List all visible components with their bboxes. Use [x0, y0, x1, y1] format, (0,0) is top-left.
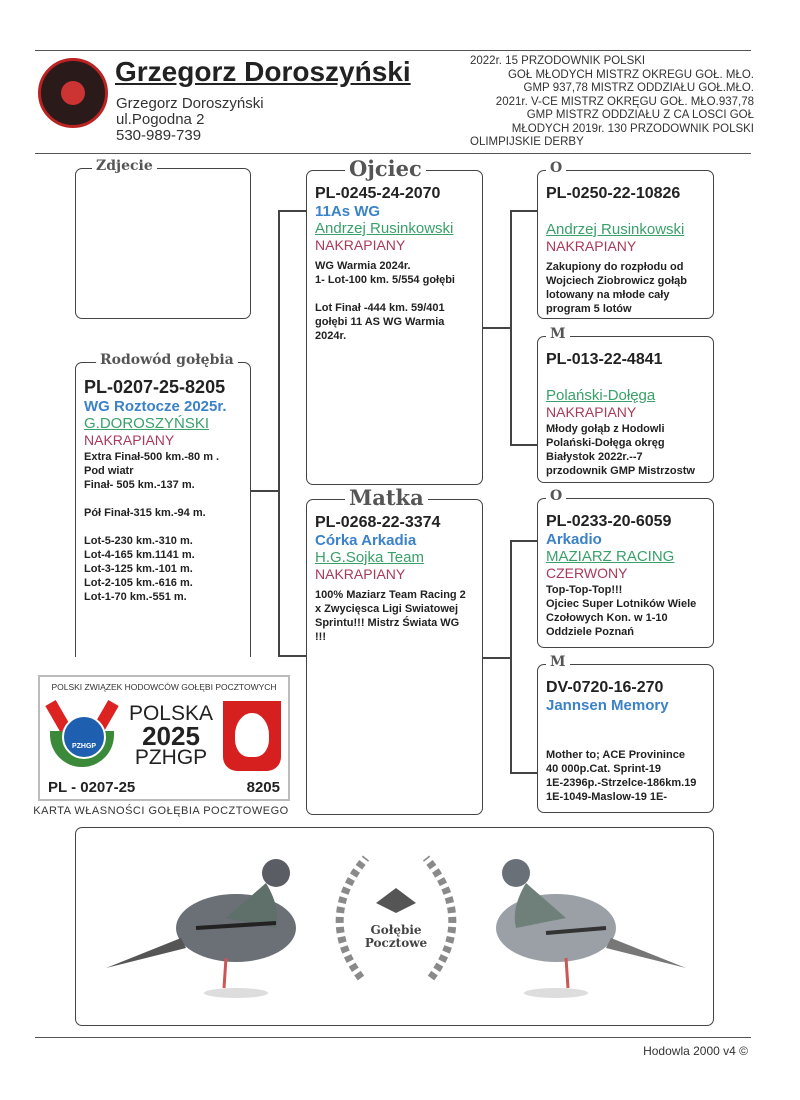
page-title: Grzegorz Doroszyński [115, 56, 411, 87]
breeder: MAZIARZ RACING [546, 548, 675, 565]
connector [510, 444, 537, 446]
card-ring-left: PL - 0207-25 [48, 779, 136, 796]
connector [278, 210, 306, 212]
achievement: GMP MISTRZ ODDZIAŁU Z CA LOSCI GOŁ [526, 109, 754, 121]
achievement: GMP 937,78 MISTRZ ODDZIAŁU GOŁ.MŁO. [523, 82, 754, 94]
pigeon-color: NAKRAPIANY [546, 404, 637, 420]
card-frame [38, 675, 290, 801]
achievement: GOŁ MŁODYCH MISTRZ OKREGU GOŁ. MŁO. [507, 68, 754, 81]
connector [278, 210, 280, 655]
owner-name: Grzegorz Doroszyński [116, 95, 264, 112]
achievement: 2022r. 15 PRZODOWNIK POLSKI [470, 55, 646, 67]
pigeon-color: NAKRAPIANY [546, 238, 637, 254]
mother-mother-box [537, 654, 714, 813]
connector [510, 540, 512, 773]
card-ring-right: 8205 [246, 779, 280, 796]
achievements [470, 55, 760, 150]
breeder: H.G.Sojka Team [315, 549, 424, 566]
top-rule [35, 50, 751, 51]
loft-logo [38, 58, 108, 128]
mm-legend: M [546, 654, 570, 670]
ff-legend: O [546, 160, 566, 176]
ring-number: PL-013-22-4841 [546, 351, 663, 368]
pigeon-banner [75, 827, 714, 1026]
card-country: POLSKA [128, 702, 214, 725]
footer-rule [35, 1037, 751, 1038]
achievement: 2021r. V-CE MISTRZ OKRĘGU GOŁ. MŁO.937,78 [495, 95, 754, 108]
ring-number: PL-0245-24-2070 [315, 185, 441, 202]
emblem-pigeon-icon [376, 888, 416, 913]
breeder: Andrzej Rusinkowski [315, 220, 454, 237]
pigeon-name: WG Roztocze 2025r. [84, 398, 227, 415]
pigeon-name: Arkadio [546, 531, 602, 548]
pigeon-color: NAKRAPIANY [315, 237, 406, 253]
pigeon-left-icon [106, 859, 296, 998]
mf-legend: O [546, 488, 566, 504]
fm-legend: M [546, 326, 570, 342]
connector [510, 210, 537, 212]
father-legend: Ojciec [345, 156, 426, 181]
owner-phone: 530-989-739 [116, 127, 202, 144]
owner-address: ul.Pogodna 2 [116, 111, 205, 128]
card-title [126, 703, 216, 769]
breeder: G.DOROSZYŃSKI [84, 415, 210, 432]
description: Extra Finał-500 km.-80 m . Pod wiatr Finał- 505 km.-137 m. Pół Finał-315 km.-94 m. Lot-5-230 km.-310 m. Lot-4-165 km.1141 m. Lot-3-125 km.-101 m. Lot-2-105 km.-616 m. Lot-1-70 km.-551 m. [84, 451, 220, 603]
description: Top-Top-Top!!! Ojciec Super Lotników Wiele Czołowych Kon. w 1-10 Oddziele Poznań [546, 584, 697, 638]
pigeon-name: Jannsen Memory [546, 697, 669, 714]
achievement: OLIMPIJSKIE DERBY [470, 136, 584, 148]
emblem-text-line: Pocztowe [364, 936, 428, 950]
description: 100% Maziarz Team Racing 2 x Zwycięsca Ligi Swiatowej Sprintu!!! Mistrz Świata WG !!! [315, 589, 466, 643]
header-rule [35, 153, 751, 154]
polish-eagle-emblem [223, 701, 281, 771]
description: Młody gołąb z Hodowli Polański-Dołęga okręg Białystok 2022r.--7 przodownik GMP Mistrzostw [546, 423, 695, 477]
pzhgp-logo: PZHGP [50, 701, 114, 767]
connector [482, 327, 510, 329]
father-mother-box [537, 326, 714, 483]
laurel-wreath-icon [340, 858, 453, 978]
achievement: MŁODYCH 2019r. 130 PRZODOWNIK POLSKI [511, 122, 754, 135]
ring-number: PL-0233-20-6059 [546, 513, 672, 530]
emblem-text [356, 924, 436, 950]
photo-box[interactable] [75, 158, 251, 319]
pigeon-color: NAKRAPIANY [84, 432, 175, 448]
pigeon-name: 11As WG [315, 203, 381, 220]
card-year: 2025 [142, 721, 200, 751]
breeder: Andrzej Rusinkowski [546, 221, 685, 238]
description: WG Warmia 2024r. 1- Lot-100 km. 5/554 gołębi Lot Finał -444 km. 59/401 gołębi 11 AS WG Warmia 2024r. [315, 260, 455, 342]
connector [510, 772, 537, 774]
connector [510, 210, 512, 445]
mother-box [306, 485, 483, 815]
subject-box [75, 352, 251, 702]
card-caption: KARTA WŁASNOŚCI GOŁĘBIA POCZTOWEGO [33, 805, 289, 817]
pigeon-color: NAKRAPIANY [315, 566, 406, 582]
connector [510, 540, 537, 542]
logo-pigeon-icon [61, 81, 85, 105]
owner-info [116, 96, 264, 144]
mother-father-box [537, 488, 714, 648]
card-abbr: PZHGP [134, 746, 208, 769]
breeder: Polański-Dołęga [546, 387, 656, 404]
card-org: POLSKI ZWIĄZEK HODOWCÓW GOŁĘBI POCZTOWYCH [51, 682, 277, 692]
pigeon-right-icon [496, 859, 686, 998]
subject-legend: Rodowód gołębia [96, 352, 238, 368]
father-father-box [537, 160, 714, 319]
pigeon-name: Córka Arkadia [315, 532, 417, 549]
ownership-card [25, 657, 297, 827]
connector [482, 657, 510, 659]
eagle-icon [235, 713, 269, 757]
ring-number: DV-0720-16-270 [546, 679, 664, 696]
footer-text: Hodowla 2000 v4 © [643, 1044, 748, 1058]
ring-number: PL-0250-22-10826 [546, 185, 681, 202]
father-box [306, 156, 483, 485]
ring-number: PL-0207-25-8205 [84, 377, 226, 397]
photo-legend: Zdjecie [92, 158, 157, 174]
emblem-text-line: Gołębie [370, 923, 422, 937]
description: Mother to; ACE Provinince 40 000p.Cat. Sprint-19 1E-2396p.-Strzelce-186km.19 1E-1049-Maslow-19 1E- [546, 749, 697, 803]
ring-number: PL-0268-22-3374 [315, 514, 441, 531]
mother-legend: Matka [345, 485, 428, 510]
connector [250, 490, 278, 492]
description: Zakupiony do rozpłodu od Wojciech Ziobrowicz gołąb lotowany na młode cały program 5 lotów [546, 261, 687, 315]
pigeon-color: CZERWONY [546, 565, 628, 581]
